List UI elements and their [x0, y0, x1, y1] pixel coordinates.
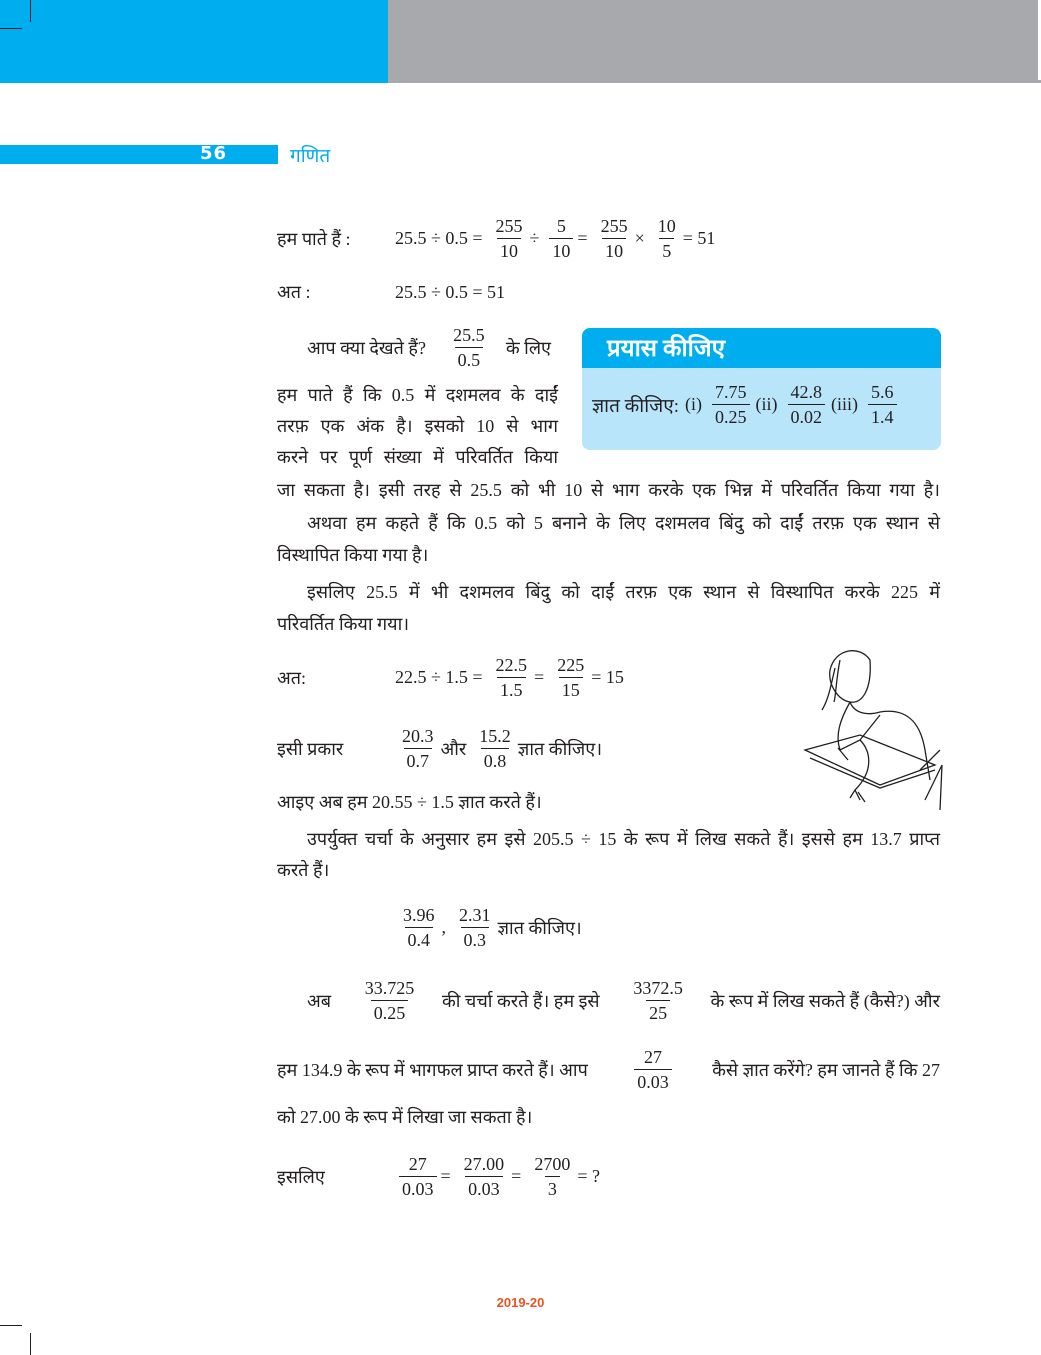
text: ज्ञात कीजिए।	[497, 917, 582, 938]
crop-mark	[0, 28, 22, 29]
equals-sign: =	[511, 1166, 522, 1186]
equals-sign: =	[534, 667, 545, 687]
try-it-box	[582, 328, 941, 450]
fraction	[634, 1045, 672, 1094]
numerator: 3372.5	[633, 978, 683, 998]
denominator: 10	[497, 238, 521, 263]
denominator: 15	[559, 677, 583, 702]
fraction	[476, 724, 514, 773]
header-band-cyan	[0, 0, 388, 83]
denominator: 25	[646, 1000, 670, 1025]
para6-line: करते हैं।	[277, 860, 330, 880]
denominator: 0.25	[712, 404, 750, 429]
try-it-body	[582, 368, 941, 429]
para2-line: अथवा हम कहते हैं कि 0.5 को 5 बनाने के लिए दशमलव बिंदु को दाईं तरफ़ एक स्थान से	[307, 513, 940, 533]
page-number: 56	[200, 143, 228, 164]
subject-title: गणित	[290, 146, 331, 167]
line-9	[277, 1045, 940, 1094]
page-number-bar	[0, 145, 278, 164]
denominator: 0.03	[399, 1176, 437, 1201]
item-number: (i)	[685, 394, 702, 414]
fraction	[598, 214, 631, 263]
text: की चर्चा करते हैं। हम इसे	[441, 990, 600, 1011]
eq-result: = 51	[682, 228, 716, 248]
numerator: 27	[643, 1047, 662, 1067]
divide-sign: ÷	[529, 228, 540, 248]
fraction	[712, 380, 750, 429]
denominator: 10	[549, 238, 573, 263]
fraction	[655, 214, 679, 263]
eq-label: अत:	[277, 667, 307, 688]
numerator: 27.00	[463, 1154, 505, 1174]
eq-text: 25.5 ÷ 0.5 = 51	[395, 281, 506, 302]
para3-line: परिवर्तित किया गया।	[277, 614, 410, 634]
eq-label: हम पाते हैं :	[277, 228, 351, 249]
fraction	[450, 323, 488, 372]
equation-1	[277, 214, 721, 263]
para1-line: हम पाते हैं कि 0.5 में दशमलव के दाईं	[277, 385, 558, 405]
text: ज्ञात कीजिए।	[517, 738, 603, 759]
para2-line: विस्थापित किया गया है।	[277, 545, 429, 565]
para3-line: इसलिए 25.5 में भी दशमलव बिंदु को दाईं तरफ़ एक स्थान से विस्थापित करके 225 में	[307, 582, 940, 602]
text: के रूप में लिख सकते हैं (कैसे?) और	[710, 990, 940, 1011]
text: अब	[307, 990, 332, 1011]
fraction	[399, 1152, 437, 1201]
fraction	[456, 903, 494, 952]
footer-year: 2019-20	[496, 1295, 545, 1310]
para1-line: तरफ़ एक अंक है। इसको 10 से भाग	[277, 416, 558, 436]
numerator: 33.725	[364, 978, 415, 998]
crop-mark	[30, 1333, 31, 1355]
denominator: 3	[545, 1176, 560, 1201]
comma: ,	[441, 917, 446, 937]
try-it-title: प्रयास कीजिए	[582, 328, 941, 368]
denominator: 1.4	[868, 404, 897, 429]
denominator: 0.5	[455, 347, 484, 372]
numerator: 3.96	[403, 905, 435, 925]
numerator: 25.5	[453, 325, 485, 345]
numerator: 225	[557, 655, 585, 675]
denominator: 0.25	[371, 1000, 409, 1025]
try-it-label: ज्ञात कीजिए:	[592, 395, 679, 417]
fraction	[554, 653, 587, 702]
denominator: 1.5	[497, 677, 526, 702]
crop-mark	[30, 0, 31, 22]
text: हम 134.9 के रूप में भागफल प्राप्त करते हैं। आप	[277, 1059, 588, 1080]
times-sign: ×	[634, 228, 645, 248]
fraction	[788, 380, 826, 429]
equals-sign: =	[577, 228, 588, 248]
text: कैसे ज्ञात करेंगे? हम जानते हैं कि 27	[712, 1059, 940, 1080]
equals-sign: =	[440, 1166, 451, 1186]
fraction	[400, 903, 438, 952]
numerator: 255	[600, 216, 628, 236]
denominator: 0.03	[465, 1176, 503, 1201]
numerator: 20.3	[402, 726, 434, 746]
equation-4	[277, 724, 608, 773]
numerator: 2.31	[459, 905, 491, 925]
equation-7	[396, 903, 588, 952]
fraction	[493, 214, 526, 263]
para6-line: उपर्युक्त चर्चा के अनुसार हम इसे 205.5 ÷ 15 के रूप में लिख सकते हैं। इससे हम 13.7 प्राप्त	[307, 829, 940, 849]
numerator: 5	[556, 216, 566, 236]
text: के लिए	[505, 337, 551, 358]
equation-2	[277, 280, 511, 304]
fraction	[362, 976, 418, 1025]
text-line: को 27.00 के रूप में लिखा जा सकता है।	[277, 1107, 533, 1127]
denominator: 10	[602, 238, 626, 263]
numerator: 10	[657, 216, 676, 236]
equation-3	[277, 653, 630, 702]
item-number: (ii)	[755, 394, 778, 414]
denominator: 0.3	[461, 927, 490, 952]
numerator: 27	[408, 1154, 427, 1174]
text: आप क्या देखते हैं?	[307, 337, 426, 358]
denominator: 0.4	[405, 927, 434, 952]
denominator: 0.7	[404, 748, 433, 773]
numerator: 2700	[534, 1154, 571, 1174]
fraction	[630, 976, 686, 1025]
numerator: 7.75	[715, 382, 747, 402]
fraction	[493, 653, 531, 702]
fraction	[868, 380, 897, 429]
fraction	[399, 724, 437, 773]
header-band-gray	[388, 0, 1041, 83]
eq-lhs: 25.5 ÷ 0.5 =	[395, 228, 483, 248]
eq-result: = ?	[577, 1166, 600, 1186]
fraction	[549, 214, 573, 263]
fraction	[531, 1152, 573, 1201]
denominator: 0.02	[788, 404, 826, 429]
numerator: 42.8	[790, 382, 822, 402]
eq-label: अत :	[277, 282, 311, 302]
item-number: (iii)	[831, 394, 858, 414]
denominator: 5	[659, 238, 674, 263]
text: और	[440, 738, 467, 759]
eq-result: = 15	[591, 667, 624, 687]
eq-label: इसलिए	[277, 1166, 325, 1187]
fraction	[461, 1152, 508, 1201]
para1-line: करने पर पूर्ण संख्या में परिवर्तित किया	[277, 447, 558, 467]
text-line: आइए अब हम 20.55 ÷ 1.5 ज्ञात करते हैं।	[277, 792, 542, 812]
equation-11	[277, 1152, 606, 1201]
eq-label: इसी प्रकार	[277, 738, 344, 759]
para1-line: जा सकता है। इसी तरह से 25.5 को भी 10 से भाग करके एक भिन्न में परिवर्तित किया गया है।	[277, 480, 940, 500]
denominator: 0.8	[481, 748, 510, 773]
denominator: 0.03	[634, 1069, 672, 1094]
numerator: 5.6	[871, 382, 894, 402]
line-8	[307, 976, 940, 1025]
para1-first-line	[307, 323, 557, 372]
student-illustration	[800, 640, 945, 815]
numerator: 255	[495, 216, 523, 236]
crop-mark	[0, 1325, 22, 1326]
numerator: 15.2	[479, 726, 511, 746]
numerator: 22.5	[495, 655, 528, 675]
eq-lhs: 22.5 ÷ 1.5 =	[395, 667, 483, 687]
